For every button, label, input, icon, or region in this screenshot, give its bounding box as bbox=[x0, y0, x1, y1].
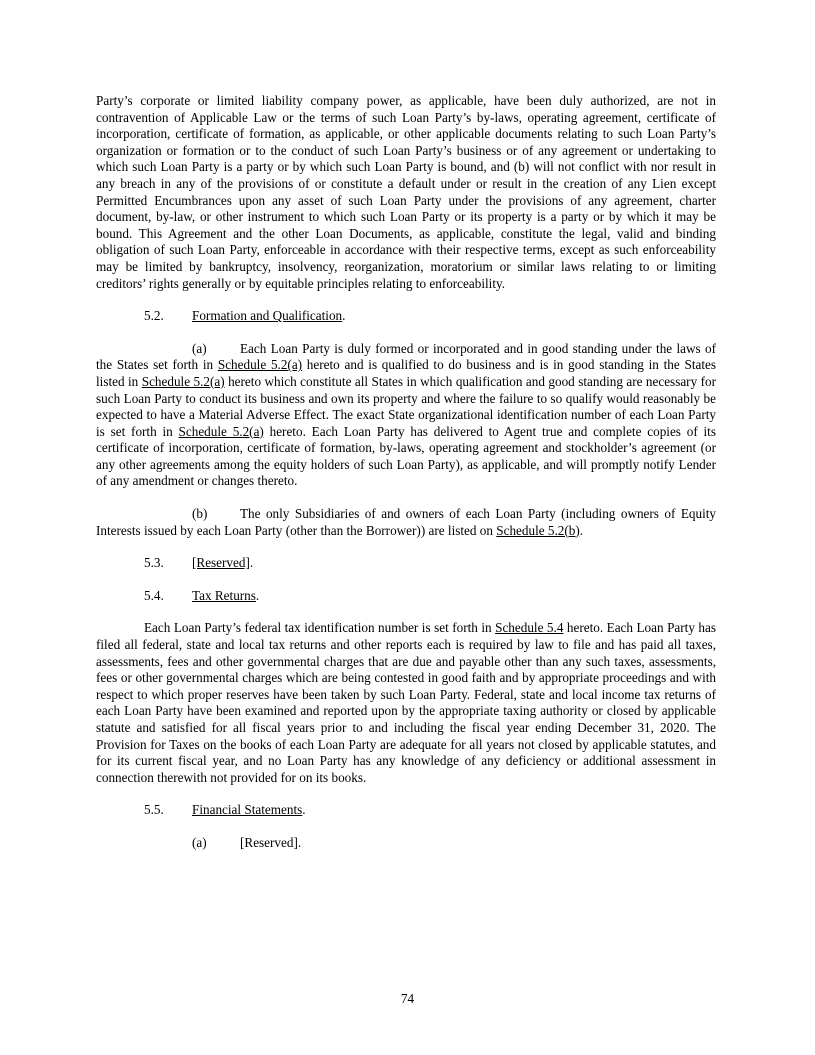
section-5-2-heading: 5.2. Formation and Qualification. bbox=[144, 308, 346, 324]
continuation-paragraph: Party’s corporate or limited liability company power, as applicable, have been duly authorized, are not in contravention of Applicable Law or the terms of such Loan Party’s by-laws, operating agreement, certificate of incorporation, certificate of formation, as applicable, or other applicable documents relating to such Loan Party’s organization or formation or to the conduct of such Loan Party’s business or of any agreement or undertaking to which such Loan Party is a party or by which such Loan Party is bound, and (b) will not conflict with nor result in any breach in any of the provisions of or constitute a default under or result in the creation of any Lien except Permitted Encumbrances upon any asset of such Loan Party under the provisions of any agreement, charter document, by-law, or other instrument to which such Loan Party or its property is a party or by which it may be bound. This Agreement and the other Loan Documents, as applicable, constitute the legal, valid and binding obligation of such Loan Party, enforceable in accordance with their respective terms, except as such enforceability may be limited by bankruptcy, insolvency, reorganization, moratorium or similar laws relating to or limiting creditors’ rights generally or by equitable principles relating to enforceability. bbox=[96, 93, 716, 291]
section-5-5-a: (a) [Reserved]. bbox=[192, 834, 302, 850]
clause-label: (a) bbox=[192, 340, 207, 356]
section-5-2-b: (b) The only Subsidiaries of and owners of each Loan Party (including owners of Equity Interests issued by each Loan Party (other than the Borrower)) are listed on Schedule 5.2(b). bbox=[96, 506, 716, 538]
clause-label: (b) bbox=[192, 506, 208, 522]
section-number: 5.3. bbox=[144, 555, 164, 571]
schedule-reference: Schedule 5.2(a) bbox=[217, 357, 303, 373]
schedule-reference: Schedule 5.2(b) bbox=[496, 522, 580, 538]
schedule-reference: Schedule 5.2(a) bbox=[178, 423, 264, 439]
section-title: Formation and Qualification bbox=[192, 308, 343, 324]
section-title: Tax Returns bbox=[192, 587, 256, 603]
section-title: Financial Statements bbox=[192, 802, 303, 818]
section-number: 5.4. bbox=[144, 587, 164, 603]
section-5-4-heading: 5.4. Tax Returns. bbox=[144, 587, 260, 603]
schedule-reference: Schedule 5.4 bbox=[495, 620, 564, 636]
clause-label: (a) bbox=[192, 834, 207, 850]
schedule-reference: Schedule 5.2(a) bbox=[141, 373, 225, 389]
document-page bbox=[96, 93, 716, 852]
section-5-3-heading: 5.3. [Reserved]. bbox=[144, 555, 254, 571]
section-5-5-heading: 5.5. Financial Statements. bbox=[144, 802, 306, 818]
section-5-2-a: (a) Each Loan Party is duly formed or incorporated and in good standing under the laws of the States set forth in Schedule 5.2(a) hereto and is qualified to do business and is in good standing in the States listed in Schedule 5.2(a) hereto which constitute all States in which qualification and good standing are necessary for such Loan Party to conduct its business and own its property and where the failure to so qualify would reasonably be expected to have a Material Adverse Effect. The exact State organizational identification number of each Loan Party is set forth in Schedule 5.2(a) hereto. Each Loan Party has delivered to Agent true and complete copies of its certificate of incorporation, certificate of formation, by-laws, operating agreement and stockholder’s agreement (or any other agreements among the equity holders of such Loan Party), as applicable, and will promptly notify Lender of any amendment or changes thereto. bbox=[96, 340, 716, 489]
section-number: 5.2. bbox=[144, 308, 164, 324]
section-number: 5.5. bbox=[144, 802, 164, 818]
page-number: 74 bbox=[400, 991, 415, 1006]
section-title: [Reserved] bbox=[192, 555, 250, 571]
section-5-4-body: Each Loan Party’s federal tax identification number is set forth in Schedule 5.4 hereto. Each Loan Party has filed all federal, state and local tax returns and other reports each is required by law to file and has paid all taxes, assessments, fees and other governmental charges that are due and payable other than any such taxes, assessments, fees or other governmental charges which are being contested in good faith and by appropriate proceedings and with respect to which proper reserves have been taken by such Loan Party. Federal, state and local income tax returns of each Loan Party have been examined and reported upon by the appropriate taxing authority or closed by applicable statute and satisfied for all fiscal years prior to and including the fiscal year ending December 31, 2020. The Provision for Taxes on the books of each Loan Party are adequate for all years not closed by applicable statutes, and for its current fiscal year, and no Loan Party has any knowledge of any deficiency or additional assessment in connection therewith not provided for on its books. bbox=[96, 620, 716, 785]
